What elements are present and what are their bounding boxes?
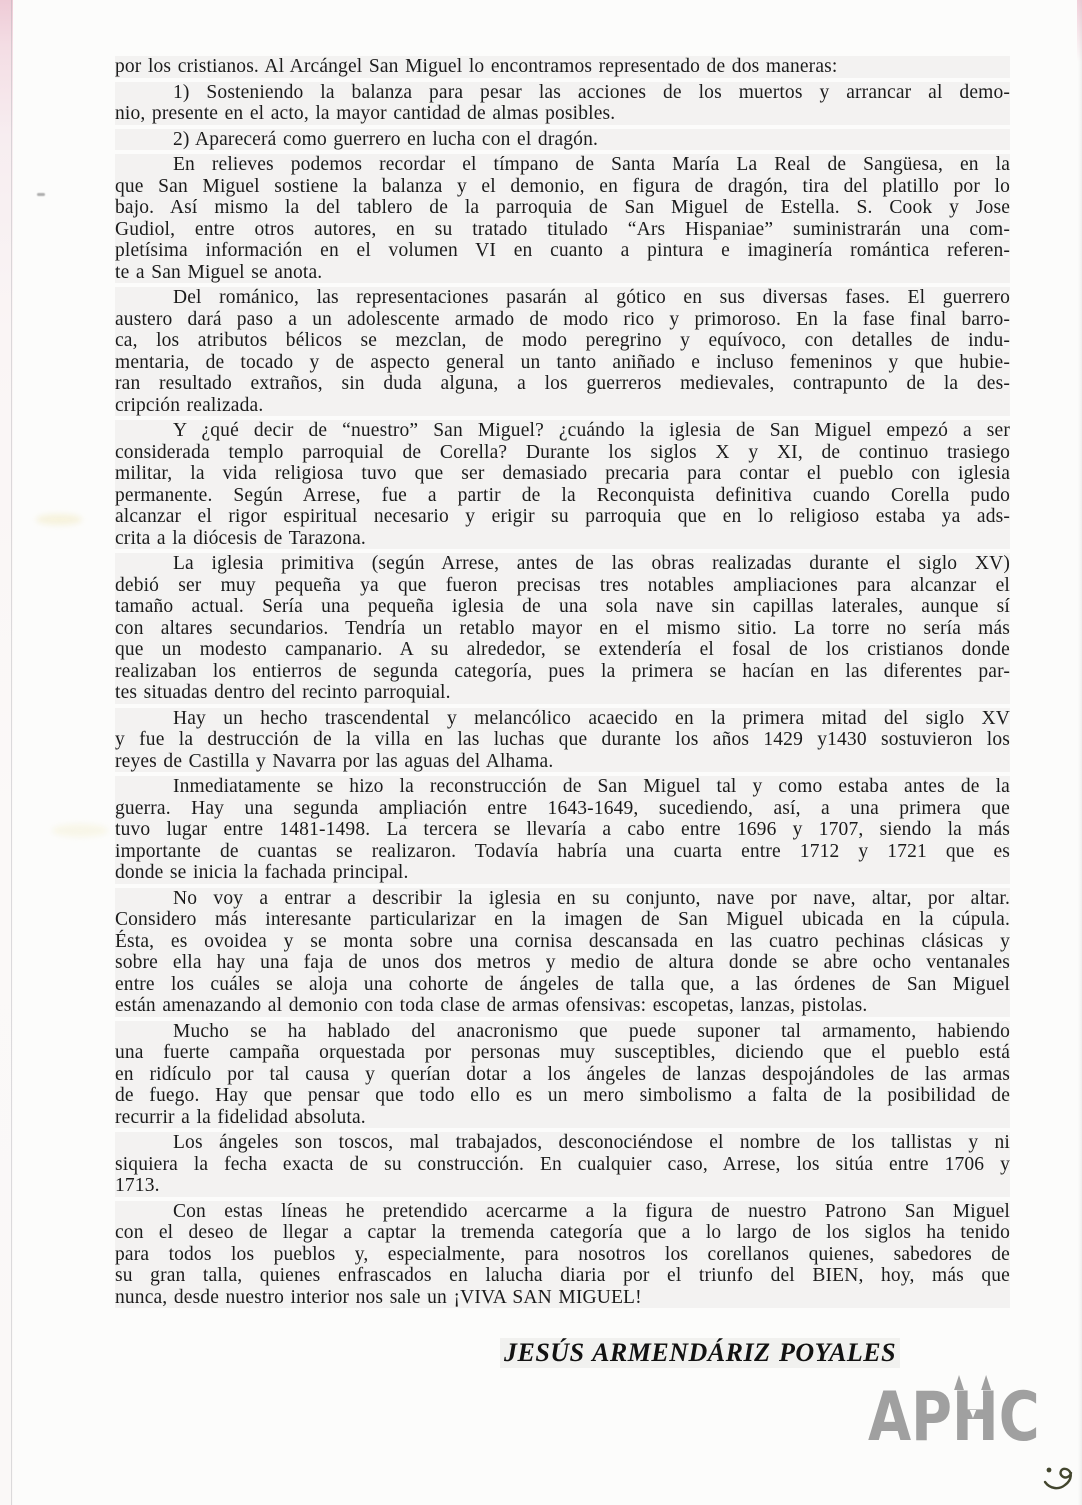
text-line: por los cristianos. Al Arcángel San Miguel lo encontramos representado de dos maneras: <box>115 56 1010 78</box>
text-line: No voy a entrar a describir la iglesia en su conjunto, nave por nave, altar, por altar. <box>115 888 1010 910</box>
watermark-letter: P <box>911 1378 953 1457</box>
text-line: austero dará paso a un adolescente armado de modo rico y primoroso. En la fase final barro- <box>115 308 1010 330</box>
watermark-letter-h <box>952 1378 999 1457</box>
text-line: pletísima información en el volumen VI en cuanto a pintura e imaginería romántica referen- <box>115 240 1010 261</box>
paragraph <box>115 1201 1010 1309</box>
text-line: 2) Aparecerá como guerrero en lucha con el dragón. <box>115 129 1010 151</box>
text-line: cripción realizada. <box>115 395 1010 417</box>
text-line: su gran talla, quienes enfrascados en lalucha diaria por el triunfo del BIEN, hoy, más que <box>115 1265 1010 1286</box>
text-line: nunca, desde nuestro interior nos sale un ¡VIVA SAN MIGUEL! <box>115 1287 1010 1309</box>
text-line: reyes de Castilla y Navarra por las aguas del Alhama. <box>115 751 1010 773</box>
text-line: de fuego. Hay que pensar que todo ello es un mero simbolismo a falta de la posibilidad de <box>115 1085 1010 1106</box>
text-line: ran resultado extraños, sin duda alguna, a los guerreros medievales, contrapunto de la des- <box>115 373 1010 394</box>
spire-icon <box>982 1375 992 1390</box>
text-line: Con estas líneas he pretendido acercarme a la figura de nuestro Patrono San Miguel <box>115 1201 1010 1223</box>
spire-icon <box>954 1375 964 1390</box>
scan-smudge <box>52 824 108 837</box>
paragraph <box>115 154 1010 283</box>
text-line: con el deseo de llegar a captar la tremenda categoría que a lo largo de los siglos ha tenido <box>115 1222 1010 1243</box>
handwritten-mark-icon <box>1042 1460 1082 1500</box>
text-line: tamaño actual. Sería una pequeña iglesia de una sola nave sin capillas laterales, aunque sí <box>115 596 1010 617</box>
scan-smudge <box>36 514 82 525</box>
text-line: Considero más interesante particularizar en la imagen de San Miguel ubicada en la cúpula. <box>115 909 1010 930</box>
text-line: para todos los pueblos y, especialmente, para nosotros los corellanos quienes, sabedores de <box>115 1243 1010 1265</box>
text-line: y fue la destrucción de la villa en las luchas que durante los años 1429 y1430 sostuvieron los <box>115 729 1010 750</box>
text-line: Mucho se ha hablado del anacronismo que puede suponer tal armamento, habiendo <box>115 1021 1010 1043</box>
text-line: considerada templo parroquial de Corella? Durante los siglos X y XI, de continuo trasiego <box>115 441 1010 463</box>
text-line: militar, la vida religiosa tuvo que ser demasiado precaria para contar el pueblo con iglesia <box>115 463 1010 484</box>
signature: JESÚS ARMENDÁRIZ POYALES <box>500 1338 900 1368</box>
text-line: bajo. Así mismo la del tablero de la parroquia de San Miguel de Estella. S. Cook y Jose <box>115 197 1010 218</box>
signature-row <box>115 1338 1010 1368</box>
text-line: alcanzar el rigor espiritual necesario y erigir su parroquia que en lo religioso estaba ya ads- <box>115 506 1010 527</box>
scan-edge-line <box>11 0 12 1505</box>
text-line: 1) Sosteniendo la balanza para pesar las acciones de los muertos y arrancar al demo- <box>115 82 1010 104</box>
paragraph <box>115 1021 1010 1129</box>
body-text <box>115 56 1010 1368</box>
watermark-letter-glyph: H <box>952 1378 999 1457</box>
watermark-letter: C <box>998 1378 1040 1457</box>
text-line: Hay un hecho trascendental y melancólico acaecido en la primera mitad del siglo XV <box>115 708 1010 730</box>
text-line: guerra. Hay una segunda ampliación entre 1643-1649, sucediendo, así, a una primera que <box>115 797 1010 819</box>
text-line: Y ¿qué decir de “nuestro” San Miguel? ¿cuándo la iglesia de San Miguel empezó a ser <box>115 420 1010 442</box>
text-line: con altares secundarios. Tendría un retablo mayor en el mismo sitio. La torre no sería más <box>115 617 1010 639</box>
text-line: que un modesto campanario. A su alrededor, se extendería el fosal de los cristianos donde <box>115 639 1010 660</box>
paragraph <box>115 553 1010 704</box>
paragraph <box>115 888 1010 1017</box>
text-line: La iglesia primitiva (según Arrese, antes de las obras realizadas durante el siglo XV) <box>115 553 1010 575</box>
text-line: Ésta, es ovoidea y se monta sobre una cornisa descansada en las cuatro pechinas clásicas y <box>115 930 1010 952</box>
text-line: Del románico, las representaciones pasarán al gótico en sus diversas fases. El guerrero <box>115 287 1010 309</box>
text-line: recurrir a la fidelidad absoluta. <box>115 1107 1010 1129</box>
paragraph <box>115 708 1010 773</box>
text-line: debió ser muy pequeña ya que fueron precisas tres notables ampliaciones para alcanzar el <box>115 574 1010 596</box>
paragraph <box>115 287 1010 416</box>
watermark-letter: A <box>868 1378 912 1457</box>
text-line: sobre ella hay una faja de unos dos metros y medio de altura donde se abre ocho ventanales <box>115 952 1010 973</box>
scan-edge-right-shade <box>1078 0 1082 1505</box>
notch-decoration <box>970 1410 977 1418</box>
paragraph <box>115 82 1010 125</box>
text-line: siquiera la fecha exacta de su construcción. En cualquier caso, Arrese, los sitúa entre 1706 y <box>115 1153 1010 1175</box>
paragraph <box>115 129 1010 151</box>
text-line: en ridículo por tal causa y querían dotar a los ángeles de lanzas despojándoles de las armas <box>115 1063 1010 1085</box>
paragraph <box>115 420 1010 549</box>
text-line: tes situadas dentro del recinto parroquial. <box>115 682 1010 704</box>
text-line: En relieves podemos recordar el tímpano de Santa María La Real de Sangüesa, en la <box>115 154 1010 176</box>
text-line: una fuerte campaña orquestada por personas muy susceptibles, diciendo que el pueblo está <box>115 1042 1010 1063</box>
text-line: te a San Miguel se anota. <box>115 262 1010 284</box>
watermark-logo <box>868 1378 1040 1457</box>
paragraph <box>115 776 1010 884</box>
text-line: Gudiol, entre otros autores, en su tratado titulado “Ars Hispaniae” suministrarán una com- <box>115 218 1010 240</box>
text-line: importante de cuantas se realizaron. Todavía habría una cuarta entre 1712 y 1721 que es <box>115 840 1010 862</box>
text-line: entre los cuáles se aloja una cohorte de ángeles de talla que, a las órdenes de San Miguel <box>115 973 1010 995</box>
text-line: permanente. Según Arrese, fue a partir de la Reconquista definitiva cuando Corella pudo <box>115 484 1010 506</box>
paragraph <box>115 1132 1010 1197</box>
text-line: 1713. <box>115 1175 1010 1197</box>
text-line: Inmediatamente se hizo la reconstrucción de San Miguel tal y como estaba antes de la <box>115 776 1010 798</box>
text-line: nio, presente en el acto, la mayor cantidad de almas posibles. <box>115 103 1010 125</box>
text-line: donde se inicia la fachada principal. <box>115 862 1010 884</box>
paragraph <box>115 56 1010 78</box>
text-line: ca, los atributos bélicos se mezclan, de modo peregrino y equívoco, con detalles de indu- <box>115 330 1010 351</box>
text-line: Los ángeles son toscos, mal trabajados, desconociéndose el nombre de los tallistas y ni <box>115 1132 1010 1154</box>
text-line: crita a la diócesis de Tarazona. <box>115 528 1010 550</box>
scan-speck <box>37 193 45 196</box>
text-line: tuvo lugar entre 1481-1498. La tercera se llevaría a cabo entre 1696 y 1707, siendo la más <box>115 819 1010 840</box>
text-line: que San Miguel sostiene la balanza y el demonio, en figura de dragón, tira del platillo por lo <box>115 175 1010 197</box>
text-line: mentaria, de tocado y de aspecto general un tanto aniñado e incluso femeninos y que hubie- <box>115 351 1010 373</box>
text-line: realizaban los entierros de segunda categoría, pues la primera se hacían en las diferentes par- <box>115 660 1010 682</box>
text-line: están amenazando al demonio con toda clase de armas ofensivas: escopetas, lanzas, pistolas. <box>115 995 1010 1017</box>
